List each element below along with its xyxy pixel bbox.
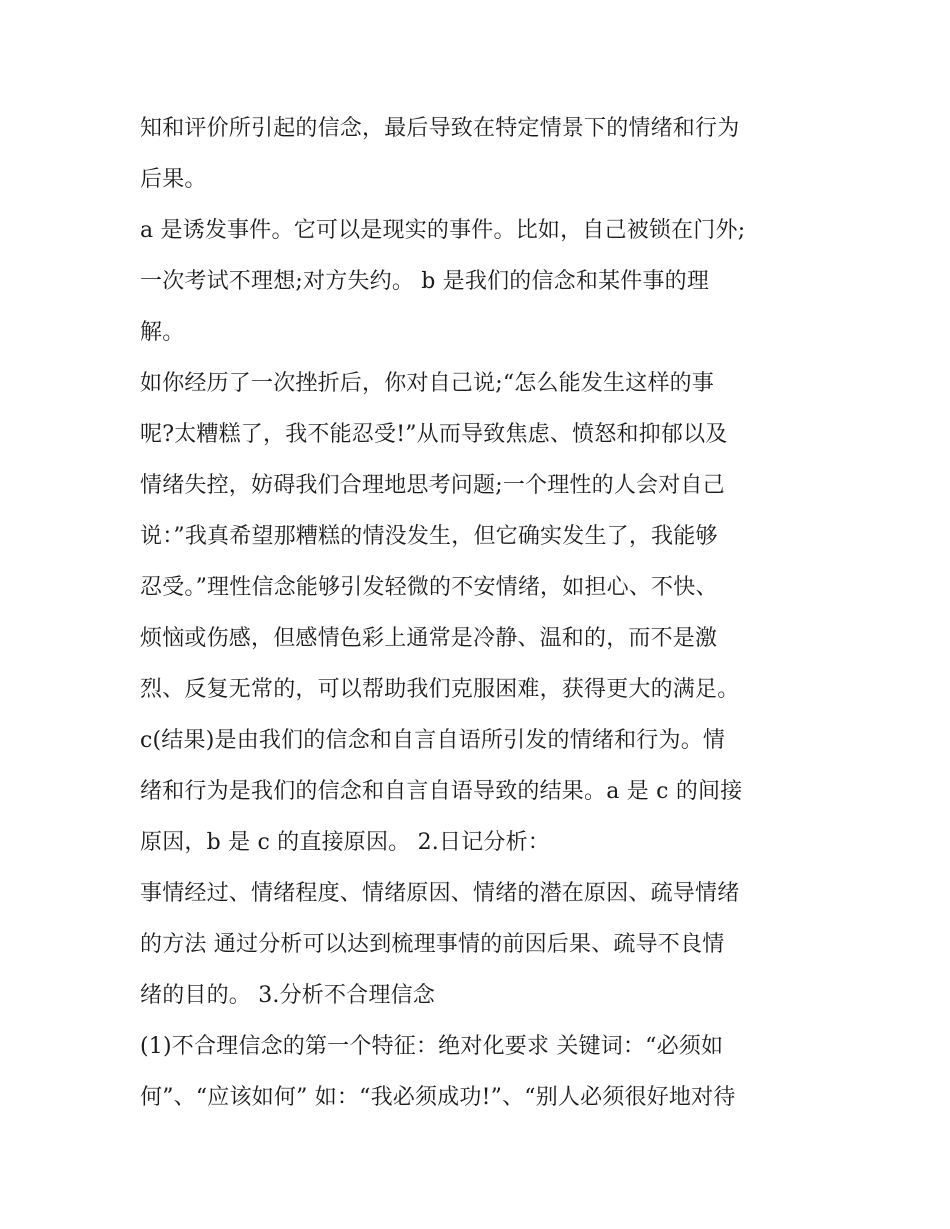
text-line: 绪的目的。 3.分析不合理信念 — [140, 983, 435, 1008]
text-line: 绪和行为是我们的信念和自言自语导致的结果。a 是 c 的间接 — [140, 779, 743, 804]
text-line: 烈、反复无常的，可以帮助我们克服困难，获得更大的满足。 — [140, 677, 740, 702]
text-line: 何”、“应该如何” 如：“我必须成功!”、“别人必须很好地对待 — [140, 1085, 736, 1110]
text-line: 后果。 — [140, 167, 207, 192]
text-line: 知和评价所引起的信念，最后导致在特定情景下的情绪和行为 — [140, 116, 740, 141]
text-line: 忍受。”理性信念能够引发轻微的不安情绪，如担心、不快、 — [140, 575, 718, 600]
text-line: 的方法 通过分析可以达到梳理事情的前因后果、疏导不良情 — [140, 932, 725, 957]
text-line: 说：”我真希望那糟糕的情没发生，但它确实发生了，我能够 — [140, 524, 718, 549]
text-line: a 是诱发事件。它可以是现实的事件。比如，自己被锁在门外; — [140, 218, 746, 243]
text-line: 烦恼或伤感，但感情色彩上通常是冷静、温和的，而不是激 — [140, 626, 718, 651]
text-line: 原因，b 是 c 的直接原因。 2.日记分析： — [140, 830, 550, 855]
text-line: 呢?太糟糕了，我不能忍受!”从而导致焦虑、愤怒和抑郁以及 — [140, 422, 728, 447]
text-line: 解。 — [140, 320, 185, 345]
text-line: 如你经历了一次挫折后，你对自己说;“怎么能发生这样的事 — [140, 371, 715, 396]
text-line: 事情经过、情绪程度、情绪原因、情绪的潜在原因、疏导情绪 — [140, 881, 740, 906]
text-line: c(结果)是由我们的信念和自言自语所引发的情绪和行为。情 — [140, 728, 726, 753]
text-line: (1)不合理信念的第一个特征：绝对化要求 关键词：“必须如 — [140, 1034, 724, 1059]
text-line: 一次考试不理想;对方失约。 b 是我们的信念和某件事的理 — [140, 269, 710, 294]
text-line: 情绪失控，妨碍我们合理地思考问题;一个理性的人会对自己 — [140, 473, 725, 498]
